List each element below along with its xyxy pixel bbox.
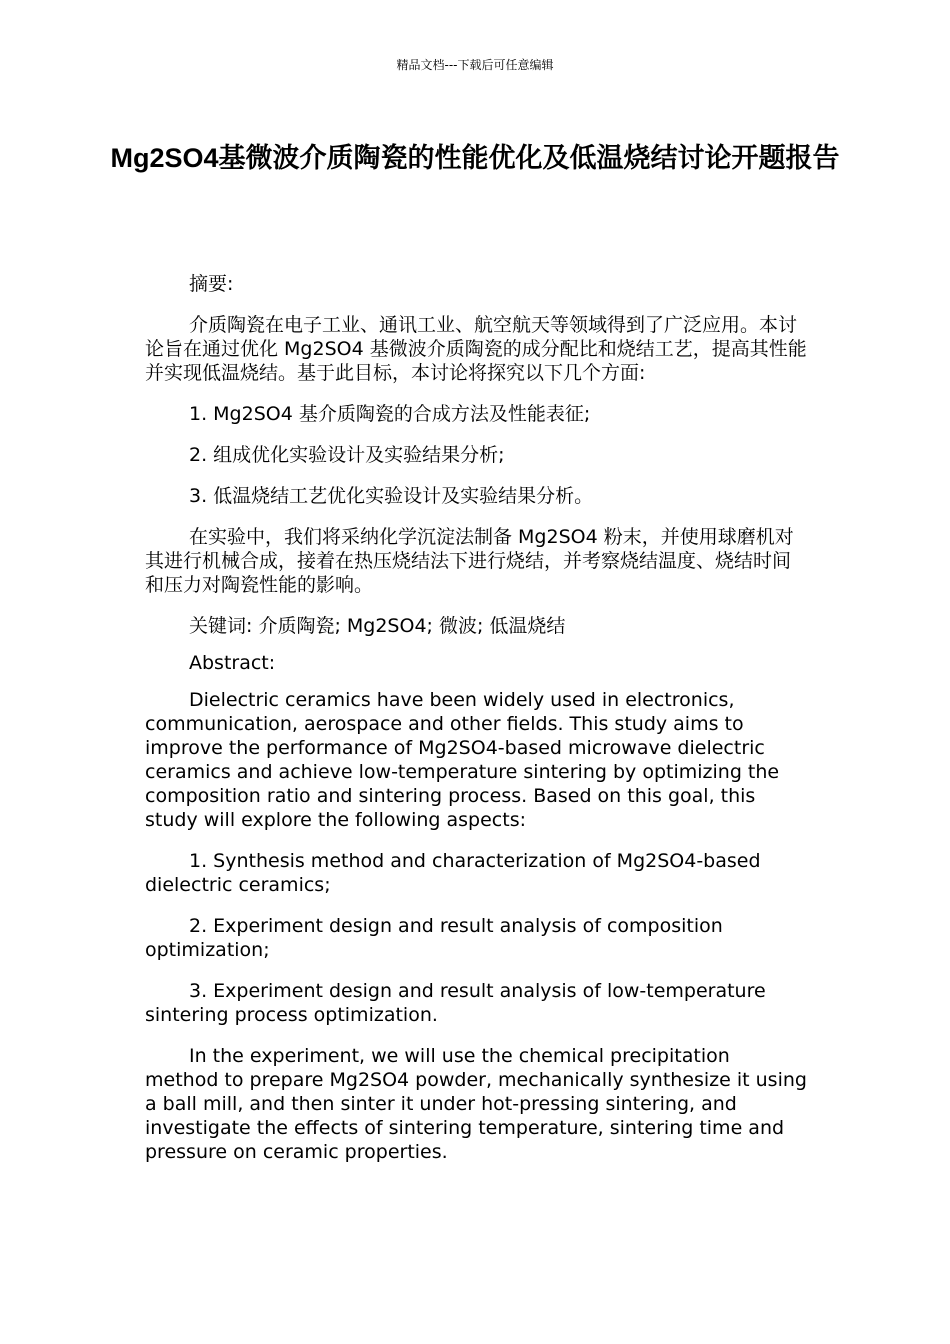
document-title: Mg2SO4基微波介质陶瓷的性能优化及低温烧结讨论开题报告 — [110, 143, 840, 173]
cn-abstract-intro: 介质陶瓷在电子工业、通讯工业、航空航天等领域得到了广泛应用。本讨论旨在通过优化 Mg2SO4 基微波介质陶瓷的成分配比和烧结工艺，提高其性能并实现低温烧结。基于此目标，本讨论将探究以下几个方面: — [145, 314, 807, 384]
cn-list-item: 2. 组成优化实验设计及实验结果分析; — [189, 444, 505, 466]
cn-abstract-label: 摘要: — [189, 273, 234, 295]
en-list-item: 3. Experiment design and result analysis of low-temperature sintering process optimization. — [145, 980, 766, 1026]
cn-list-item: 1. Mg2SO4 基介质陶瓷的合成方法及性能表征; — [189, 403, 591, 425]
document-body — [145, 272, 807, 1181]
en-abstract-intro: Dielectric ceramics have been widely used in electronics, communication, aerospace and other fields. This study aims to improve the performance of Mg2SO4-based microwave dielectric ceramics and achieve low-temperature sintering by optimizing the composition ratio and sintering process. Based on this goal, this study will explore the following aspects: — [145, 689, 780, 831]
en-list-item: 1. Synthesis method and characterization of Mg2SO4-based dielectric ceramics; — [145, 850, 761, 896]
en-list-item: 2. Experiment design and result analysis of composition optimization; — [145, 915, 723, 961]
cn-list-item: 3. 低温烧结工艺优化实验设计及实验结果分析。 — [189, 485, 594, 507]
en-abstract-label: Abstract: — [189, 652, 276, 674]
page-header-note: 精品文档---下载后可任意编辑 — [396, 58, 554, 72]
cn-experiment-paragraph: 在实验中，我们将采纳化学沉淀法制备 Mg2SO4 粉末，并使用球磨机对其进行机械合成，接着在热压烧结法下进行烧结，并考察烧结温度、烧结时间和压力对陶瓷性能的影响。 — [145, 526, 794, 596]
cn-keywords: 关键词: 介质陶瓷; Mg2SO4; 微波; 低温烧结 — [189, 615, 566, 637]
en-experiment-paragraph: In the experiment, we will use the chemical precipitation method to prepare Mg2SO4 powder, mechanically synthesize it using a ball mill, and then sinter it under hot-pressing sintering, and investigate the effects of sintering temperature, sintering time and pressure on ceramic properties. — [145, 1045, 807, 1163]
